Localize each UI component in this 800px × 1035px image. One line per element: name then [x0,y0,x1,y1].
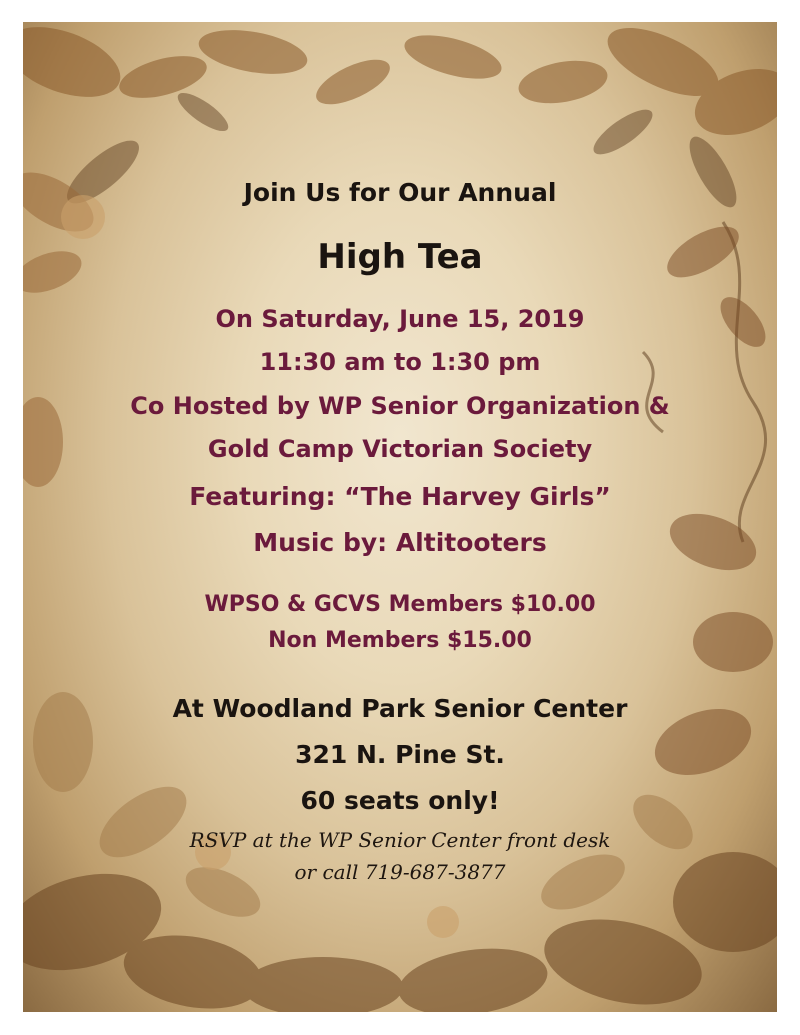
event-title: High Tea [317,237,483,277]
member-price: WPSO & GCVS Members $10.00 [204,592,596,617]
hosts-line-2: Gold Camp Victorian Society [207,435,593,463]
intro-line: Join Us for Our Annual [243,178,557,207]
event-time: 11:30 am to 1:30 pm [259,348,541,376]
hosts-line-1: Co Hosted by WP Senior Organization & [130,392,670,420]
featuring-line: Featuring: “The Harvey Girls” [189,482,611,511]
event-date: On Saturday, June 15, 2019 [215,305,585,333]
music-line: Music by: Altitooters [253,528,547,557]
rsvp-line-1: RSVP at the WP Senior Center front desk [189,828,611,852]
seats-notice: 60 seats only! [300,786,500,815]
venue-address: 321 N. Pine St. [295,740,505,769]
rsvp-line-2: or call 719-687-3877 [294,860,506,884]
venue-name: At Woodland Park Senior Center [172,694,628,723]
non-member-price: Non Members $15.00 [268,628,532,653]
high-tea-flyer [23,22,777,1012]
